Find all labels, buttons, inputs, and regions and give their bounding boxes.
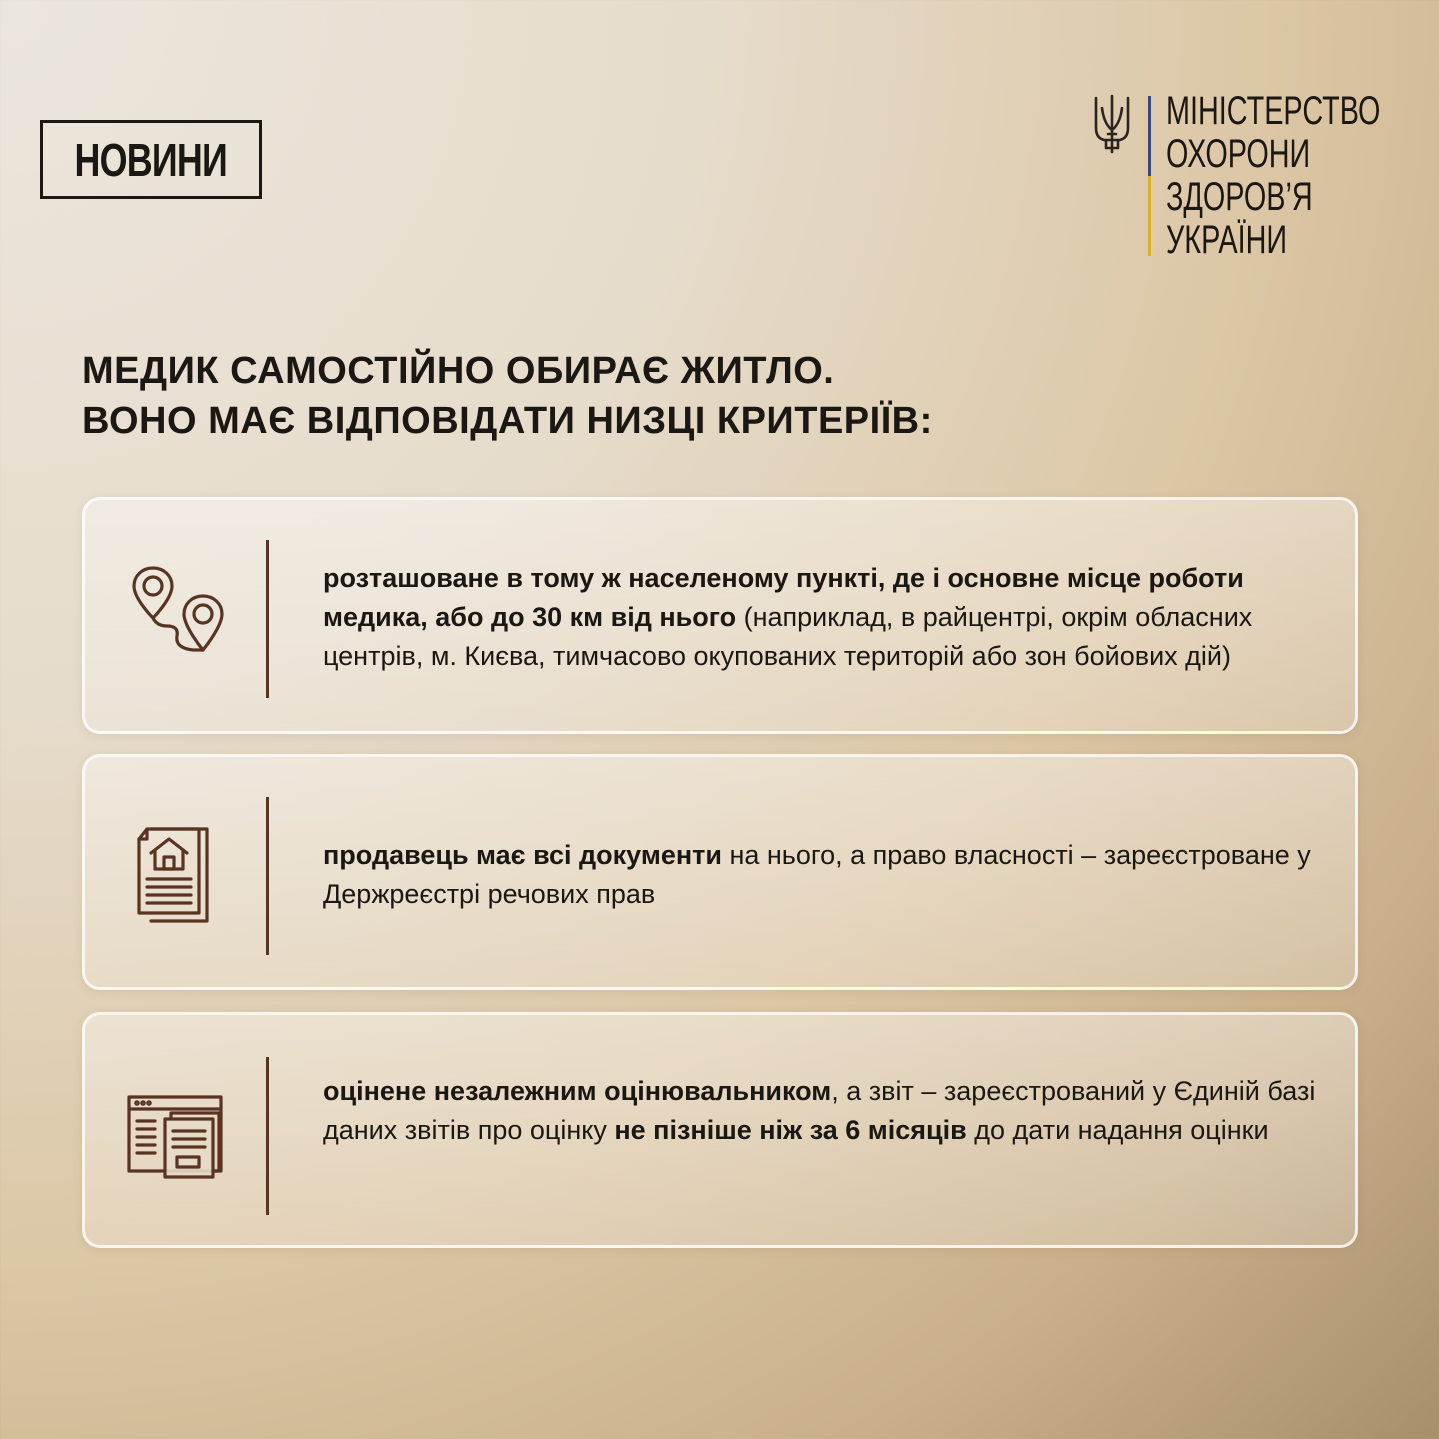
criterion-rest: до дати надання оцінки [966, 1115, 1269, 1145]
location-route-icon [125, 564, 225, 664]
criterion-text-location [323, 559, 1333, 676]
criterion-card-valuation [82, 1012, 1358, 1248]
criterion-rest: , а звіт – зареєстрований у Єдиній базі даних звітів про оцінку [323, 1076, 1316, 1145]
criterion-rest: на нього, а право власності – зареєстроване у Держреєстрі речових прав [323, 840, 1311, 909]
page-headline [82, 346, 1352, 446]
criterion-rest: (наприклад, в райцентрі, окрім обласних центрів, м. Києва, тимчасово окупованих територій або зон бойових дій) [323, 602, 1253, 671]
criterion-bold: не пізніше ніж за 6 місяців [614, 1115, 967, 1145]
logo-bar-blue [1148, 96, 1151, 176]
news-badge [40, 120, 262, 199]
headline-line-1: МЕДИК САМОСТІЙНО ОБИРАЄ ЖИТЛО. [82, 350, 835, 392]
card-divider [266, 540, 269, 698]
trident-icon [1092, 94, 1132, 154]
ministry-name-line-2: ОХОРОНИ [1166, 132, 1311, 176]
criterion-bold: розташоване в тому ж населеному пункті, де і основне місце роботи медика, або до 30 км від нього [323, 563, 1244, 632]
logo-bar-yellow [1148, 176, 1151, 256]
ministry-name-line-3: ЗДОРОВ’Я [1166, 175, 1313, 219]
ministry-name [1166, 90, 1439, 262]
ministry-name-line-1: МІНІСТЕРСТВО [1166, 89, 1381, 133]
report-window-icon [125, 1091, 225, 1191]
criterion-text-documents [323, 836, 1333, 914]
card-divider [266, 1057, 269, 1215]
criterion-text-valuation [323, 1072, 1333, 1150]
headline-line-2: ВОНО МАЄ ВІДПОВІДАТИ НИЗЦІ КРИТЕРІЇВ: [82, 400, 933, 442]
criterion-card-location [82, 497, 1358, 734]
criterion-bold: продавець має всі документи [323, 840, 722, 870]
card-divider [266, 797, 269, 955]
criterion-bold: оцінене незалежним оцінювальником [323, 1076, 832, 1106]
house-document-icon [125, 825, 225, 925]
ministry-logo [1092, 89, 1392, 264]
criterion-card-documents [82, 754, 1358, 990]
ministry-name-line-4: УКРАЇНИ [1166, 218, 1288, 262]
news-badge-label: НОВИНИ [74, 133, 228, 186]
